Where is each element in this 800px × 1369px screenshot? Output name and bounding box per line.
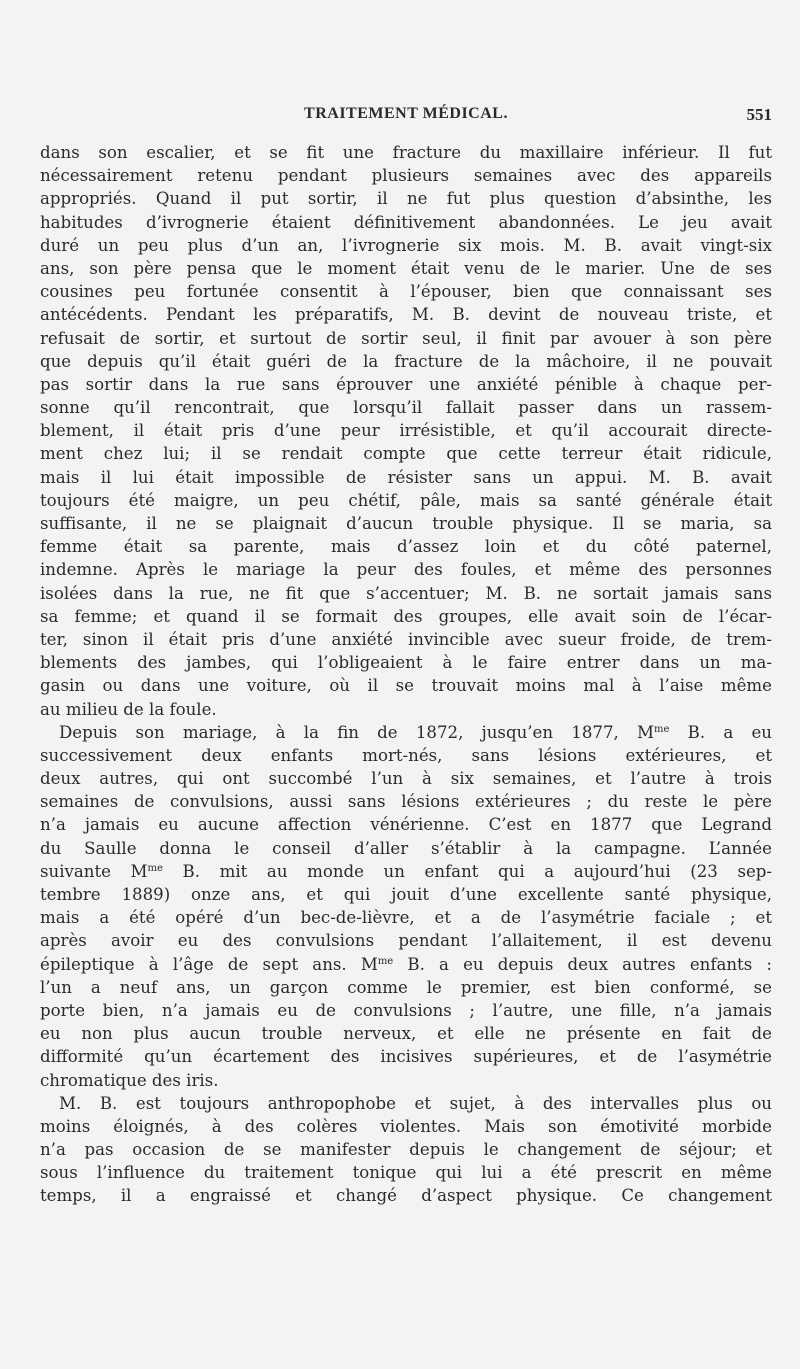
text-line [40,813,772,836]
text-line-content: moins éloignés, à des colères violentes. Mais son émotivité morbide [40,1116,772,1136]
page-header [40,105,772,129]
text-line-content: nécessairement retenu pendant plusieurs semaines avec des appareils [40,166,772,186]
text-line-content: temps, il a engraissé et changé d’aspect physique. Ce changement [40,1186,772,1206]
text-body [40,141,772,1208]
text-line-content: pas sortir dans la rue sans éprouver une anxiété pénible à chaque per- [40,374,772,394]
text-line [40,976,772,999]
text-line [40,1069,772,1092]
text-line [40,558,772,581]
text-line [40,1115,772,1138]
running-title: TRAITEMENT MÉDICAL. [304,105,508,122]
text-line [40,744,772,767]
text-line-content: M. B. est toujours anthropophobe et sujet, à des intervalles plus ou [59,1093,772,1113]
text-line-content: toujours été maigre, un peu chétif, pâle, mais sa santé générale était [40,490,772,510]
text-line-content: mais il lui était impossible de résister sans un appui. M. B. avait [40,467,772,487]
text-line [40,605,772,628]
text-line [40,327,772,350]
text-line [40,929,772,952]
text-line-content: blements des jambes, qui l’obligeaient à le faire entrer dans un ma- [40,653,772,673]
text-line-content: eu non plus aucun trouble nerveux, et elle ne présente en fait de [40,1024,772,1044]
text-line-content: sonne qu’il rencontrait, que lorsqu’il fallait passer dans un rassem- [40,398,772,418]
text-line [40,698,772,721]
text-line [40,1161,772,1184]
text-line-content: difformité qu’un écartement des incisives supérieures, et de l’asymétrie [40,1047,772,1067]
text-line-content: ter, sinon il était pris d’une anxiété invincible avec sueur froide, de trem- [40,629,772,649]
text-line [40,790,772,813]
text-line [40,442,772,465]
text-line-content: dans son escalier, et se fit une fracture du maxillaire inférieur. Il fut [40,143,772,162]
text-line-content: n’a jamais eu aucune affection vénérienne. C’est en 1877 que Legrand [40,815,772,835]
text-line-content: chromatique des iris. [40,1070,219,1090]
superscript: me [654,723,670,735]
text-line-content: femme était sa parente, mais d’assez loin et du côté paternel, [40,537,772,557]
text-line-continuation: B. a eu [669,722,772,742]
text-line [40,860,772,883]
text-line-content: après avoir eu des convulsions pendant l’allaitement, il est devenu [40,931,772,951]
text-line [40,721,772,744]
text-line-content: deux autres, qui ont succombé l’un à six semaines, et l’autre à trois [40,769,772,789]
text-line [40,999,772,1022]
text-line-content: Depuis son mariage, à la fin de 1872, jusqu’en 1877, M [59,722,655,742]
text-line-content: blement, il était pris d’une peur irrésistible, et qu’il accourait directe- [40,421,772,441]
text-line-content: suivante M [40,861,148,881]
text-line [40,303,772,326]
text-line-continuation: B. mit au monde un enfant qui a aujourd’hui (23 sep- [162,861,773,881]
text-line [40,906,772,929]
text-line-content: du Saulle donna le conseil d’aller s’établir à la campagne. L’année [40,838,772,858]
page-number: 551 [746,105,772,124]
text-line-content: refusait de sortir, et surtout de sortir seul, il finit par avouer à son père [40,328,772,348]
text-line [40,767,772,790]
text-line [40,257,772,280]
superscript: me [147,862,163,874]
text-line [40,628,772,651]
text-line [40,419,772,442]
text-line [40,883,772,906]
text-line-continuation: B. a eu depuis deux autres enfants : [393,954,772,974]
text-line [40,953,772,976]
text-line [40,466,772,489]
text-line [40,1092,772,1115]
text-line [40,141,772,164]
text-line [40,1045,772,1068]
text-line-content: sa femme; et quand il se formait des groupes, elle avait soin de l’écar- [40,606,772,626]
text-line [40,396,772,419]
text-line [40,280,772,303]
text-line-content: ment chez lui; il se rendait compte que cette terreur était ridicule, [40,444,772,464]
text-line [40,512,772,535]
text-line [40,211,772,234]
text-line-content: porte bien, n’a jamais eu de convulsions ; l’autre, une fille, n’a jamais [40,1000,772,1020]
text-line-content: mais a été opéré d’un bec-de-lièvre, et a de l’asymétrie faciale ; et [40,908,772,928]
text-line [40,582,772,605]
text-line-content: tembre 1889) onze ans, et qui jouit d’une excellente santé physique, [40,885,772,904]
text-line [40,674,772,697]
text-line-content: gasin ou dans une voiture, où il se trouvait moins mal à l’aise même [40,676,772,696]
text-line [40,1138,772,1161]
text-line [40,489,772,512]
text-line-content: que depuis qu’il était guéri de la fracture de la mâchoire, il ne pouvait [40,351,772,371]
text-line-content: n’a pas occasion de se manifester depuis le changement de séjour; et [40,1140,772,1160]
text-line-content: antécédents. Pendant les préparatifs, M. B. devint de nouveau triste, et [40,305,772,325]
text-line [40,1022,772,1045]
text-line [40,164,772,187]
text-line-content: indemne. Après le mariage la peur des foules, et même des personnes [40,560,772,580]
text-line-content: appropriés. Quand il put sortir, il ne fut plus question d’absinthe, les [40,189,772,209]
text-line-content: l’un a neuf ans, un garçon comme le premier, est bien conformé, se [40,977,772,997]
text-line [40,350,772,373]
text-line-content: au milieu de la foule. [40,699,217,719]
text-line [40,535,772,558]
text-line [40,373,772,396]
text-line-content: suffisante, il ne se plaignait d’aucun trouble physique. Il se maria, sa [40,514,772,533]
text-line-content: cousines peu fortunée consentit à l’épouser, bien que connaissant ses [40,282,772,302]
superscript: me [377,955,394,967]
text-line [40,651,772,674]
text-line [40,187,772,210]
text-line [40,1184,772,1207]
text-line-content: isolées dans la rue, ne fit que s’accentuer; M. B. ne sortait jamais sans [40,583,772,603]
text-line-content: sous l’influence du traitement tonique qui lui a été prescrit en même [40,1163,772,1183]
text-line-content: habitudes d’ivrognerie étaient définitivement abandonnées. Le jeu avait [40,212,772,232]
text-line [40,837,772,860]
text-line-content: semaines de convulsions, aussi sans lésions extérieures ; du reste le père [40,792,772,812]
text-line [40,234,772,257]
text-line-content: duré un peu plus d’un an, l’ivrognerie six mois. M. B. avait vingt-six [40,235,772,255]
text-line-content: ans, son père pensa que le moment était venu de le marier. Une de ses [40,258,772,278]
text-line-content: successivement deux enfants mort-nés, sans lésions extérieures, et [40,745,772,765]
text-line-content: épileptique à l’âge de sept ans. M [40,954,378,974]
